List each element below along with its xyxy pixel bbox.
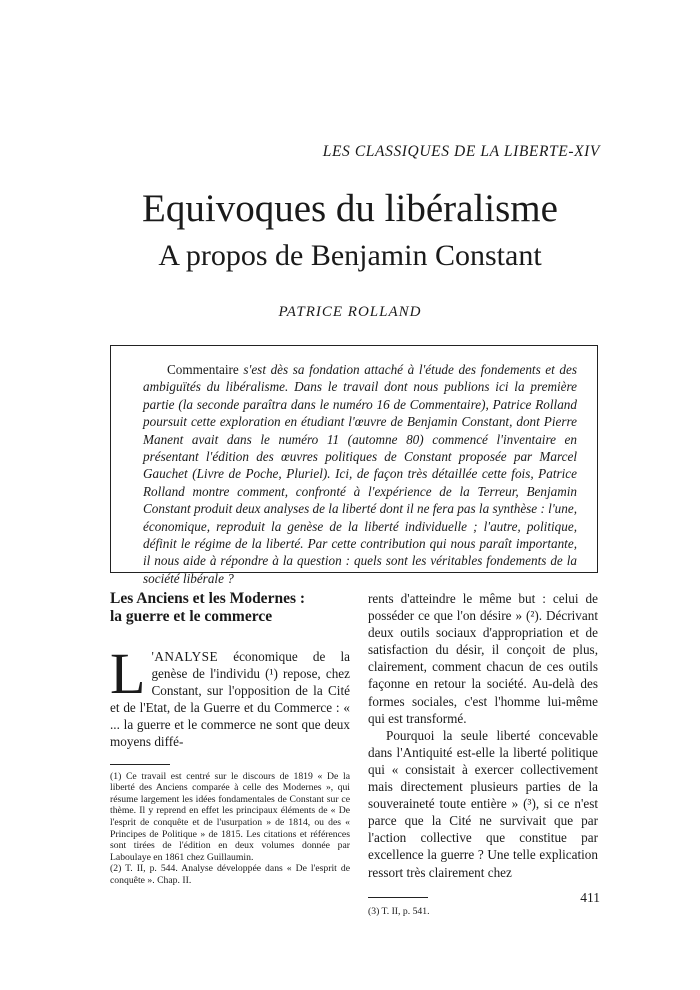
footnote-3: (3) T. II, p. 541. <box>368 905 430 917</box>
author-name: PATRICE ROLLAND <box>278 304 422 320</box>
abstract-box <box>110 345 598 586</box>
abstract-body: s'est dès sa fondation attaché à l'étude des fondements et des ambiguïtés du libéralisme. Dans le travail dont nous publions ici la première partie (la seconde paraîtra dans le numéro 16 de Commentaire), Patrice Rolland poursuit cette exploration en étudiant l'œuvre de Benjamin Constant, dont Pierre Manent avait dans le numéro 11 (automne 80) commencé l'inventaire en présentant l'édition des œuvres politiques de Constant proposée par Marcel Gauchet (Livre de Poche, Pluriel). Ici, de façon très détaillée cette fois, Patrice Rolland montre comment, confronté à l'expérience de la Terreur, Benjamin Constant produit deux analyses de la liberté dont il ne fera pas la synthèse : l'une, économique, reproduit la genèse de la liberté individuelle ; l'autre, politique, définit le régime de la liberté. Par cette contribution qui nous paraît importante, il nous aide à répondre à la question : quels sont les véritables fondements de la société libérale ? <box>143 362 577 586</box>
right-paragraph-2: Pourquoi la seule liberté concevable dans l'Antiquité est-elle la liberté politique qui « consistait à exercer collectivement mais directement plusieurs parties de la souveraineté toute entière » (³), si ce n'est parce que la Cité ne survivait que par l'action collective que constitue par excellence la guerre ? Une telle explication ressort très clairement chez <box>368 727 598 880</box>
drop-cap: L <box>110 641 146 706</box>
abstract-text <box>143 361 577 587</box>
left-column <box>110 590 350 887</box>
footnote-2: (2) T. II, p. 544. Analyse développée dans « De l'esprit de conquête ». Chap. II. <box>110 863 350 886</box>
section-heading-line1: Les Anciens et les Modernes : <box>110 590 306 607</box>
article-title: Equivoques du libéralisme <box>142 187 558 230</box>
left-paragraph <box>110 641 350 751</box>
smallcaps-word: 'ANALYSE <box>151 649 219 664</box>
abstract-lead: Commentaire <box>167 362 239 377</box>
section-heading <box>110 590 350 626</box>
right-column <box>368 590 598 917</box>
left-paragraph-text: économique de la genèse de l'individu (¹) repose, chez Constant, sur l'opposition de la Cité et de l'Etat, de la Guerre et du Commerce : « ... la guerre et le commerce ne sont que deux moyens diffé- <box>110 649 350 750</box>
series-title: LES CLASSIQUES DE LA LIBERTE-XIV <box>322 143 600 160</box>
footnote-1: (1) Ce travail est centré sur le discours de 1819 « De la liberté des Anciens comparée à celle des Modernes », qui résume largement les idées fondamentales de Constant sur ce thème. Il y reprend en effet les principaux éléments de « De l'esprit de conquête et de l'usurpation » de 1814, ou des « Principes de Politique » de 1815. Les citations et références sont tirées de l'édition en deux volumes donnée par Laboulaye en 1861 chez Guillaumin. <box>110 770 350 863</box>
page-number: 411 <box>580 890 600 905</box>
section-heading-line2: la guerre et le commerce <box>110 608 273 625</box>
footnote-divider <box>110 764 170 765</box>
right-paragraph-1: rents d'atteindre le même but : celui de posséder ce que l'on désire » (²). Décrivant deux outils sociaux d'appropriation et de satisfaction du désir, il conçoit de plus, clairement, comment chacun de ces outils façonne en retour la société. Au-delà des formes sociales, c'est l'homme lui-même qui est transformé. <box>368 591 598 726</box>
article-subtitle: A propos de Benjamin Constant <box>158 239 542 272</box>
footnote-divider-right <box>368 897 428 898</box>
